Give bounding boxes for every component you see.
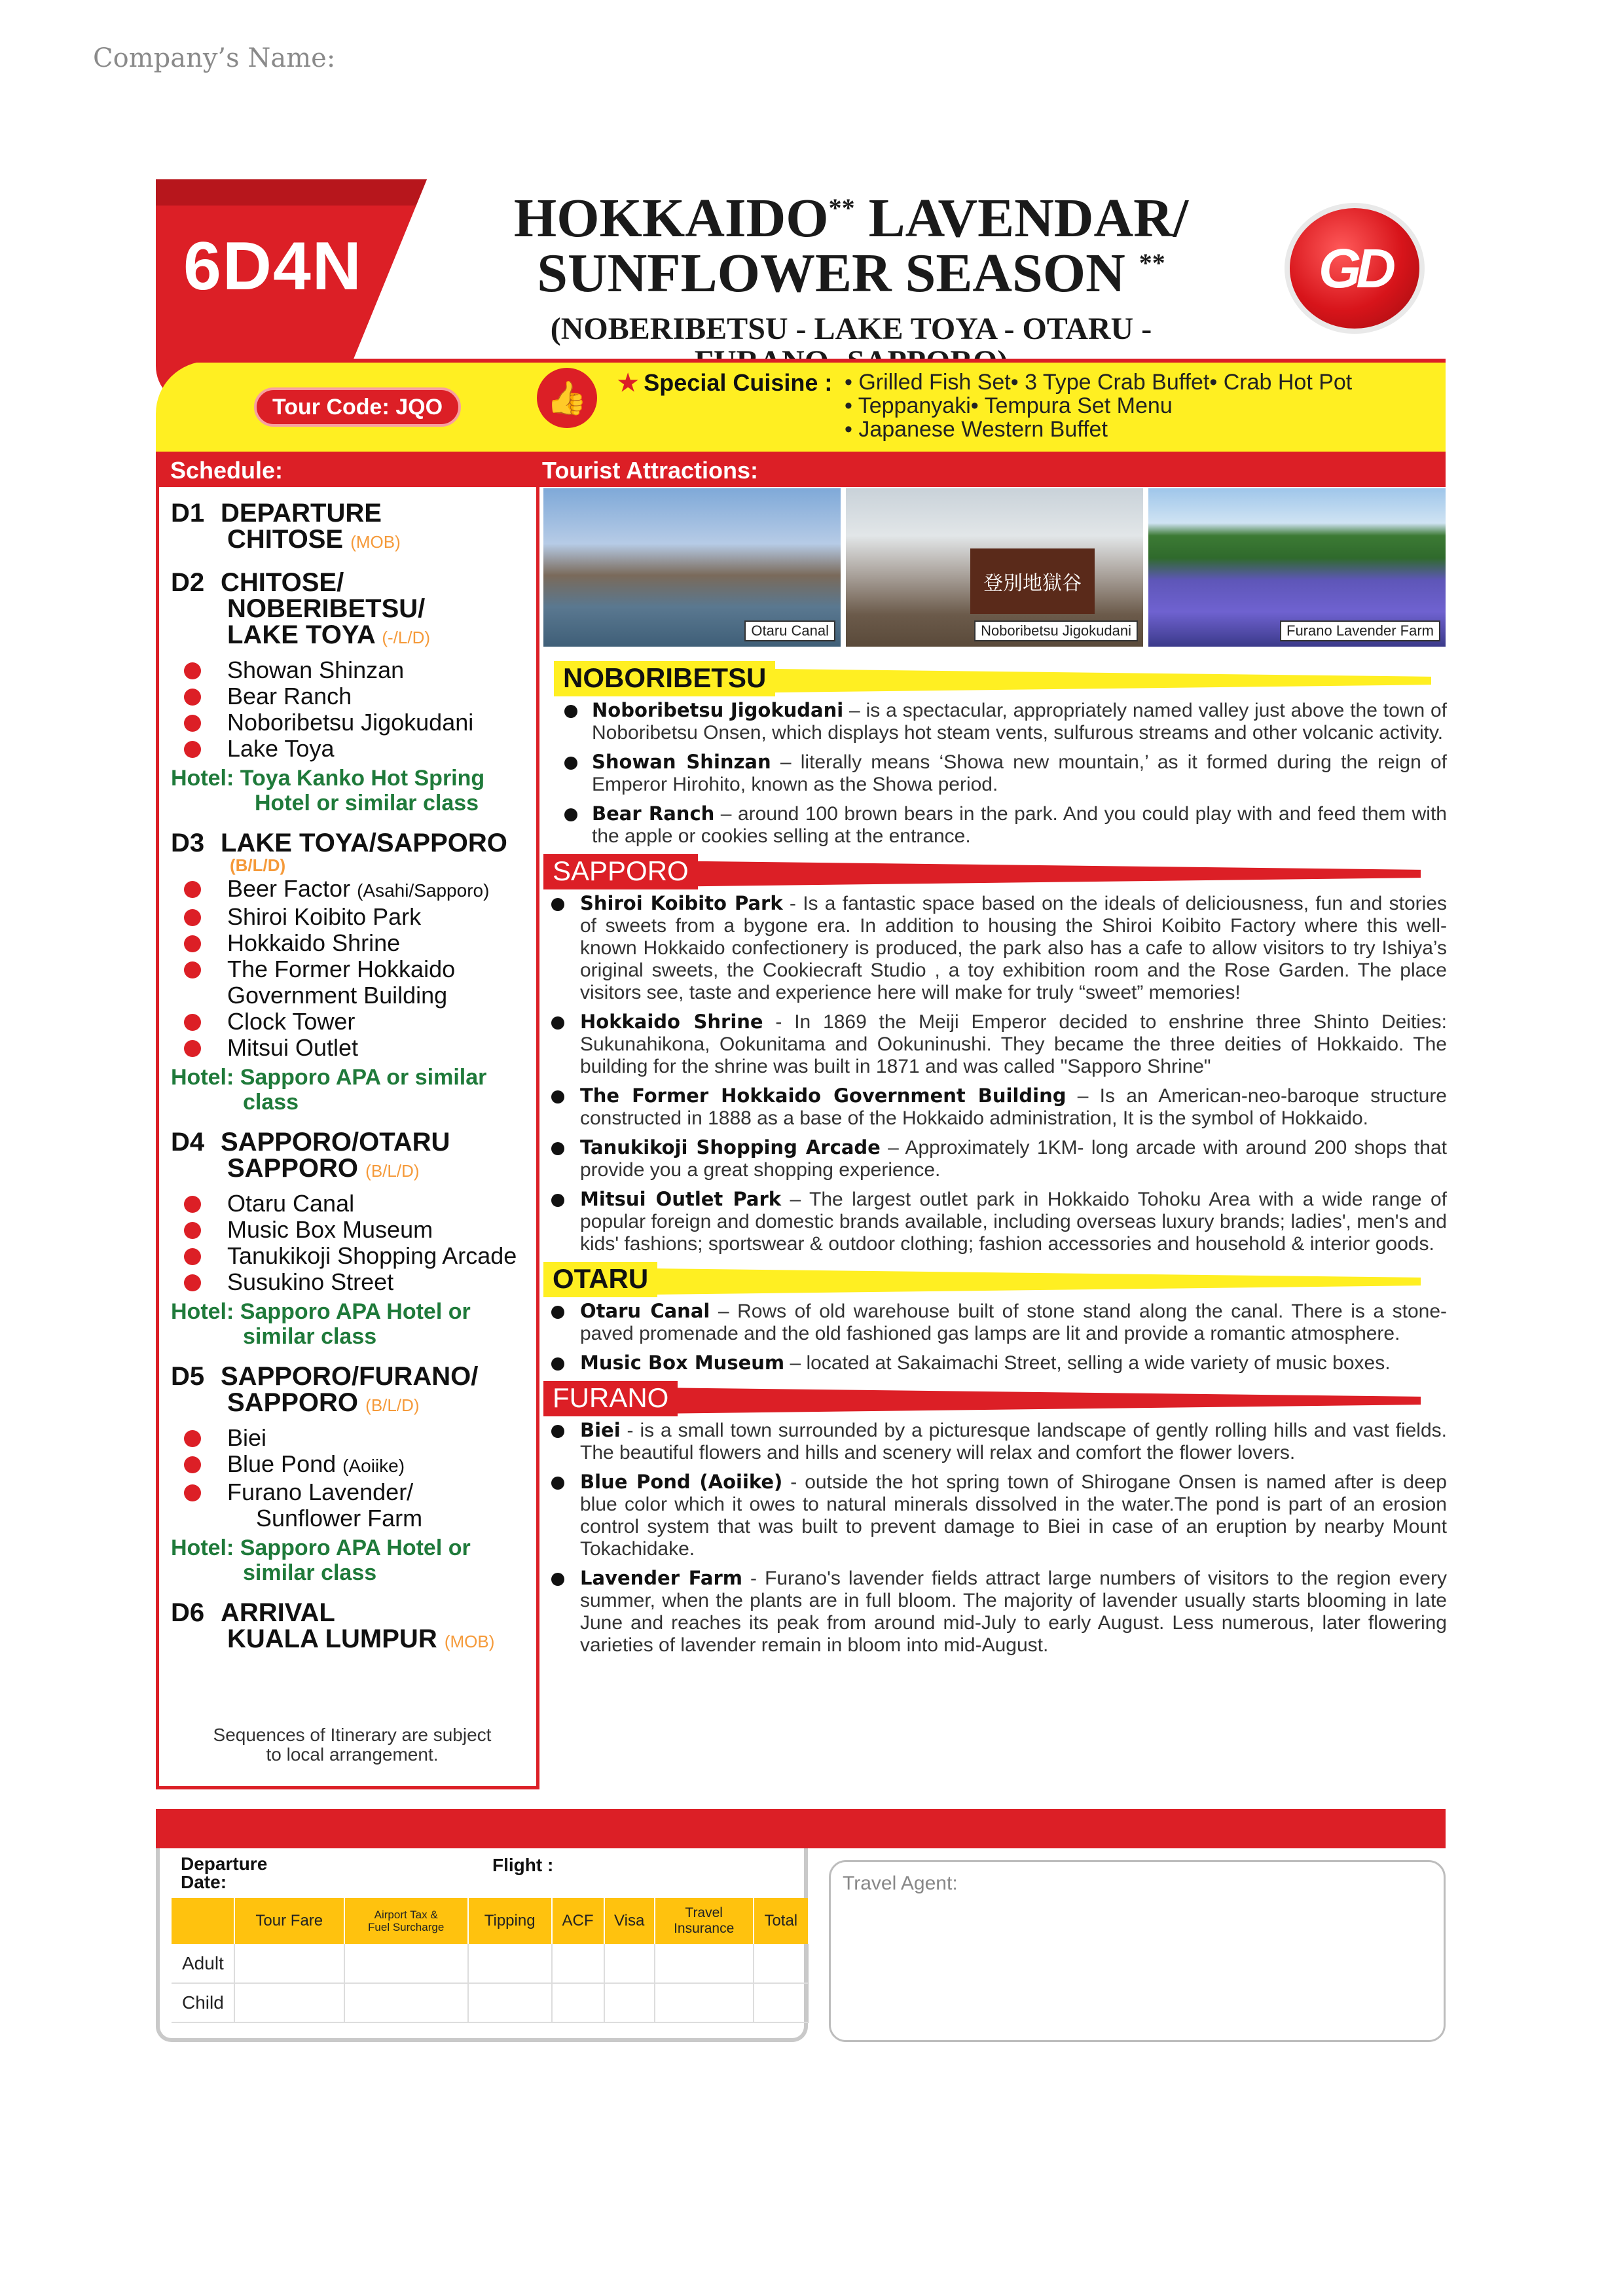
attraction-desc: Rows of old warehouse built of stone stand along the canal. There is a stone-paved promenade and the old fashioned gas lamps are lit and provide a romantic atmosphere. <box>580 1300 1447 1344</box>
header-line: Airport Tax & <box>374 1909 438 1921</box>
separator: – <box>710 1300 738 1322</box>
stop-name: Furano Lavender/ <box>227 1479 414 1505</box>
attraction-desc: Approximately 1KM- long arcade with around 200 shops that provide you a great shopping experience. <box>580 1137 1447 1181</box>
attraction-item <box>543 1419 1447 1464</box>
header-line: Fuel Surcharge <box>368 1921 445 1933</box>
stop-item <box>171 956 538 1009</box>
stop-item: Lake Toya <box>171 736 538 762</box>
stop-name: Blue Pond <box>227 1450 337 1477</box>
stop-item: Bear Ranch <box>171 683 538 709</box>
day-4 <box>171 1129 538 1349</box>
stop-name-cont: Government Building <box>227 982 448 1009</box>
special-cuisine-heading <box>617 369 832 397</box>
attraction-desc: literally means ‘Showa new mountain,’ as it formed during the reign of Emperor Hirohito, known as the Showa period. <box>592 751 1447 795</box>
col-airport-tax <box>344 1898 468 1944</box>
photo-caption: Noboribetsu Jigokudani <box>974 620 1138 641</box>
section-furano <box>543 1381 1447 1416</box>
stop-item: Susukino Street <box>171 1269 538 1295</box>
col-total: Total <box>754 1898 809 1944</box>
attraction-name: Lavender Farm <box>580 1567 742 1589</box>
day-title: SAPPORO/OTARU <box>221 1128 450 1157</box>
departure-date-label <box>181 1855 267 1892</box>
photo-strip <box>543 488 1446 647</box>
separator: – <box>771 751 801 773</box>
day-title: LAKE TOYA/SAPPORO <box>221 829 507 857</box>
stop-item: Music Box Museum <box>171 1217 538 1243</box>
day-5 <box>171 1363 538 1585</box>
child-fare-field[interactable] <box>234 1983 344 2022</box>
title-line1-mark: ** <box>828 193 855 223</box>
separator: – <box>1066 1085 1100 1107</box>
stop-item: Tanukikoji Shopping Arcade <box>171 1243 538 1269</box>
table-row <box>172 1983 809 2022</box>
child-visa-field[interactable] <box>604 1983 655 2022</box>
stop-item: Clock Tower <box>171 1009 538 1035</box>
day-2 <box>171 569 538 816</box>
star-icon: ★ <box>617 369 639 396</box>
section-title: FURANO <box>543 1381 678 1416</box>
attraction-item <box>543 1471 1447 1560</box>
section-title: NOBORIBETSU <box>554 661 775 696</box>
day-title: CHITOSE/ <box>221 568 344 597</box>
child-tipping-field[interactable] <box>468 1983 552 2022</box>
attraction-desc: is a spectacular, appropriately named valley just above the town of Noboribetsu Onsen, which displays hot steam vents, sulfurous streams and other volcanic activity. <box>592 700 1447 744</box>
child-insurance-field[interactable] <box>655 1983 754 2022</box>
table-header-row <box>172 1898 809 1944</box>
day-title: KUALA LUMPUR <box>227 1624 437 1653</box>
stop-item: Biei <box>171 1425 538 1451</box>
meal-plan: (B/L/D) <box>230 855 286 875</box>
header-line: Insurance <box>674 1921 735 1936</box>
stop-name: Beer Factor <box>227 875 351 902</box>
attraction-item <box>543 699 1447 744</box>
photo-caption: Furano Lavender Farm <box>1280 620 1440 641</box>
day-title: SAPPORO <box>227 1388 359 1417</box>
header-line: Travel <box>685 1905 723 1920</box>
meal-plan: (B/L/D) <box>365 1395 420 1415</box>
day-number: D1 <box>171 499 205 528</box>
travel-agent-box[interactable] <box>829 1860 1446 2042</box>
attraction-desc: located at Sakaimachi Street, selling a wide variety of music boxes. <box>806 1352 1391 1374</box>
day-title: NOBERIBETSU/ <box>227 594 426 623</box>
row-label-child: Child <box>172 1983 234 2022</box>
adult-visa-field[interactable] <box>604 1944 655 1983</box>
section-bar <box>543 1267 1421 1296</box>
child-acf-field[interactable] <box>552 1983 604 2022</box>
attraction-item <box>543 751 1447 796</box>
col-acf: ACF <box>552 1898 604 1944</box>
schedule-heading: Schedule: <box>170 457 283 484</box>
label-line: Date: <box>181 1872 227 1892</box>
day-title: LAKE TOYA <box>227 620 375 649</box>
attraction-name: Bear Ranch <box>592 802 715 825</box>
day-number: D2 <box>171 568 205 597</box>
title-line1: HOKKAIDO <box>513 188 829 249</box>
col-tour-fare: Tour Fare <box>234 1898 344 1944</box>
attraction-desc: Is an American-neo-baroque structure constructed in 1888 as a base of the Hokkaido administration, It is the symbol of Hokkaido. <box>580 1085 1447 1129</box>
table-row <box>172 1944 809 1983</box>
thumbs-up-icon: 👍 <box>537 368 597 428</box>
day-title: SAPPORO/FURANO/ <box>221 1362 479 1391</box>
attraction-desc: is a small town surrounded by a picturesque landscape of gently rolling hills and vast fields. The beautiful flowers and hills and scenery will relax and comfort the flower lovers. <box>580 1420 1447 1463</box>
company-name-label: Company’s Name: <box>93 43 336 73</box>
adult-total-field[interactable] <box>754 1944 809 1983</box>
hotel-line: Hotel: Sapporo APA or similar <box>171 1065 487 1090</box>
separator: – <box>714 803 738 825</box>
col-insurance <box>655 1898 754 1944</box>
otaru-canal-photo <box>543 488 841 647</box>
meal-plan: (MOB) <box>444 1632 495 1651</box>
day-title: DEPARTURE <box>221 499 382 528</box>
attraction-name: Hokkaido Shrine <box>580 1011 763 1033</box>
stop-item: Noboribetsu Jigokudani <box>171 709 538 736</box>
title-line1b: LAVENDAR/ <box>854 188 1189 249</box>
day-number: D3 <box>171 829 205 857</box>
stop-item: Showan Shinzan <box>171 657 538 683</box>
footer-bar <box>156 1809 1446 1848</box>
cuisine-band <box>156 361 1446 452</box>
hotel-info <box>171 1299 538 1349</box>
disclaimer-line: to local arrangement. <box>266 1744 439 1765</box>
day-number: D6 <box>171 1598 205 1627</box>
logo-text: GD <box>1319 237 1391 299</box>
stop-item <box>171 876 538 904</box>
section-header-bar <box>156 452 1446 487</box>
section-title: SAPPORO <box>543 854 698 889</box>
attraction-item <box>543 802 1447 848</box>
attraction-name: Shiroi Koibito Park <box>580 892 783 914</box>
adult-tax-field[interactable] <box>344 1944 468 1983</box>
adult-insurance-field[interactable] <box>655 1944 754 1983</box>
adult-acf-field[interactable] <box>552 1944 604 1983</box>
title-line2-mark: ** <box>1139 248 1165 278</box>
stop-item: Shiroi Koibito Park <box>171 904 538 930</box>
stop-item <box>171 1451 538 1479</box>
cuisine-line: • Japanese Western Buffet <box>845 417 1108 442</box>
separator: - <box>620 1420 640 1441</box>
separator: - <box>742 1568 765 1589</box>
attraction-name: Noboribetsu Jigokudani <box>592 699 844 721</box>
price-table <box>172 1898 809 2023</box>
attraction-desc: outside the hot spring town of Shirogane Onsen is named after is deep blue color which it owes to natural minerals dissolved in the water.The pond is part of an erosion control system that was built to prevent damage to Biei in case of an eruption by nearby Mount Tokachidake. <box>580 1471 1447 1560</box>
stop-name-cont: Sunflower Farm <box>256 1505 423 1532</box>
stop-item: Otaru Canal <box>171 1191 538 1217</box>
section-noboribetsu <box>543 661 1447 696</box>
attraction-item <box>543 1136 1447 1181</box>
gd-logo <box>1285 203 1425 334</box>
separator: – <box>784 1352 807 1374</box>
day-number: D5 <box>171 1362 205 1391</box>
meal-plan: (MOB) <box>350 532 401 552</box>
tour-code-badge: Tour Code: JQO <box>254 387 461 427</box>
day-title: SAPPORO <box>227 1154 359 1183</box>
day-title: ARRIVAL <box>221 1598 335 1627</box>
attraction-name: Showan Shinzan <box>592 751 771 773</box>
attraction-name: Mitsui Outlet Park <box>580 1188 782 1210</box>
attraction-name: Biei <box>580 1419 621 1441</box>
cuisine-line: • Teppanyaki• Tempura Set Menu <box>845 393 1173 418</box>
hotel-line: similar class <box>243 1560 377 1585</box>
adult-fare-field[interactable] <box>234 1944 344 1983</box>
travel-agent-label: Travel Agent: <box>843 1873 958 1894</box>
hotel-line: Hotel: Sapporo APA Hotel or <box>171 1299 471 1324</box>
attractions-panel <box>543 655 1447 1663</box>
separator: - <box>782 893 803 914</box>
child-tax-field[interactable] <box>344 1983 468 2022</box>
stop-note: (Aoiike) <box>342 1456 405 1476</box>
attraction-item <box>543 892 1447 1004</box>
meal-plan: (-/L/D) <box>382 628 431 647</box>
tour-title <box>484 188 1218 379</box>
separator: – <box>880 1137 905 1158</box>
section-title: OTARU <box>543 1262 657 1297</box>
attraction-item <box>543 1352 1447 1374</box>
attraction-name: The Former Hokkaido Government Building <box>580 1085 1067 1107</box>
table-header-blank <box>172 1898 234 1944</box>
band-red-edge <box>165 359 1446 363</box>
hotel-line: class <box>243 1090 299 1115</box>
attraction-item <box>543 1188 1447 1255</box>
attraction-item <box>543 1085 1447 1130</box>
special-cuisine-list <box>845 370 1352 441</box>
lavender-farm-photo <box>1148 488 1446 647</box>
booking-form <box>156 1848 808 2042</box>
hotel-info <box>171 1065 538 1115</box>
day-1 <box>171 500 538 555</box>
col-visa: Visa <box>604 1898 655 1944</box>
hotel-line: Hotel: Toya Kanko Hot Spring <box>171 766 485 791</box>
stop-note: (Asahi/Sapporo) <box>357 880 490 901</box>
stop-item <box>171 1479 538 1532</box>
section-otaru <box>543 1262 1447 1297</box>
duration-label: 6D4N <box>183 228 363 304</box>
section-sapporo <box>543 854 1447 889</box>
attraction-name: Blue Pond (Aoiike) <box>580 1471 783 1493</box>
day-3 <box>171 830 538 1115</box>
separator: – <box>843 700 866 721</box>
attractions-heading: Tourist Attractions: <box>542 457 758 484</box>
schedule-panel <box>156 487 539 1789</box>
attraction-name: Music Box Museum <box>580 1352 785 1374</box>
hotel-info <box>171 766 538 816</box>
stop-name: The Former Hokkaido <box>227 956 456 982</box>
hotel-info <box>171 1535 538 1585</box>
flight-label: Flight : <box>492 1855 554 1875</box>
itinerary-disclaimer <box>179 1725 526 1765</box>
child-total-field[interactable] <box>754 1983 809 2022</box>
attraction-desc: Furano's lavender fields attract large numbers of visitors to the region every summer, when the plants are in full bloom. The majority of lavender usually starts blooming in late June and reaches its peak from around mid-July to early August. Less numerous, later flowering varieties of lavender remain in bloom into mid-August. <box>580 1568 1447 1656</box>
attraction-item <box>543 1300 1447 1345</box>
hotel-line: similar class <box>243 1324 377 1349</box>
attraction-desc: around 100 brown bears in the park. And you could play with and feed them with the apple or cookies selling at the entrance. <box>592 803 1447 847</box>
separator: – <box>781 1189 810 1210</box>
attraction-desc: In 1869 the Meiji Emperor decided to enshrine three Shinto Deities: Sukunahikona, Ookunitama and Ookuninushi. They became the three deities of Hokkaido. The building for the shrine was built in 1871 and was called "Sapporo Shrine" <box>580 1011 1447 1077</box>
stop-item: Hokkaido Shrine <box>171 930 538 956</box>
col-tipping: Tipping <box>468 1898 552 1944</box>
attraction-desc: The largest outlet park in Hokkaido Tohoku Area with a wide range of popular foreign and domestic brands available, including overseas luxury brands; ladies', men's and kids' fashions; sportswear & outdoor clothing; fashion accessories and household & interior goods. <box>580 1189 1447 1255</box>
photo-sign: 登別地獄谷 <box>970 548 1095 614</box>
meal-plan: (B/L/D) <box>365 1161 420 1181</box>
attraction-desc: Is a fantastic space based on the ideals of deliciousness, fun and stories of sweets from a bygone era. In addition to housing the Shiroi Koibito Factory where this well-known Hokkaido confectionery is produced, the park also has a cafe to allow visitors to try Ishiya’s original sweets, the Cookiecraft Studio , a toy exhibition room and the Rose Garden. The place visitors see, taste and experience here will make for truly “sweet” memories! <box>580 893 1447 1003</box>
adult-tipping-field[interactable] <box>468 1944 552 1983</box>
cuisine-line: • Grilled Fish Set• 3 Type Crab Buffet• Crab Hot Pot <box>845 370 1353 395</box>
hotel-line: Hotel: Sapporo APA Hotel or <box>171 1535 471 1560</box>
title-line2: SUNFLOWER SEASON <box>537 243 1125 304</box>
stop-item: Mitsui Outlet <box>171 1035 538 1061</box>
photo-caption: Otaru Canal <box>744 620 835 641</box>
row-label-adult: Adult <box>172 1944 234 1983</box>
attraction-name: Otaru Canal <box>580 1300 710 1322</box>
attraction-item <box>543 1011 1447 1078</box>
day-6 <box>171 1600 538 1655</box>
title-route-line1: (NOBERIBETSU - LAKE TOYA - OTARU - <box>550 312 1152 346</box>
separator: - <box>782 1471 805 1493</box>
separator: - <box>763 1011 795 1033</box>
disclaimer-line: Sequences of Itinerary are subject <box>213 1725 492 1745</box>
day-number: D4 <box>171 1128 205 1157</box>
attraction-name: Tanukikoji Shopping Arcade <box>580 1136 881 1158</box>
special-cuisine-label: Special Cuisine : <box>644 369 833 396</box>
hotel-line: Hotel or similar class <box>255 791 479 816</box>
day-title: CHITOSE <box>227 525 344 554</box>
attraction-item <box>543 1567 1447 1657</box>
jigokudani-photo <box>846 488 1143 647</box>
label-line: Departure <box>181 1854 268 1874</box>
